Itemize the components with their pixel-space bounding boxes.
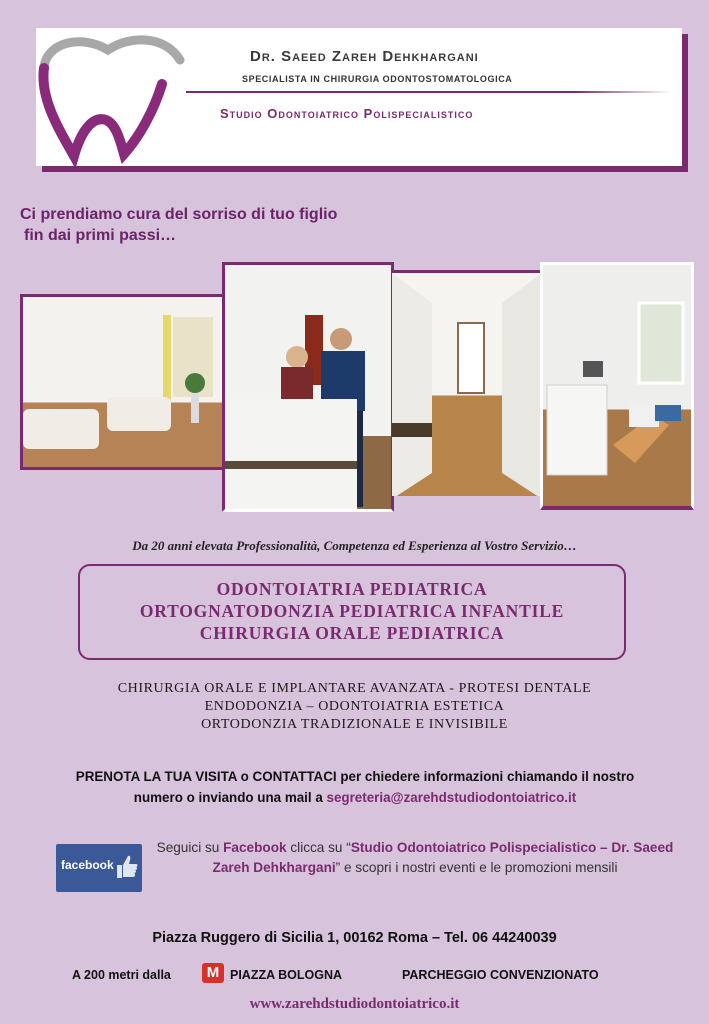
experience-subtitle: Da 20 anni elevata Professionalità, Competenza ed Esperienza al Vostro Servizio… [132,538,577,553]
pediatric-service-item: ORTOGNATODONZIA PEDIATRICA INFANTILE [139,601,565,621]
thumbs-up-icon [116,854,138,880]
tooth-logo-icon [36,28,186,166]
waiting-room-illustration [23,297,224,470]
other-services-list [0,680,709,734]
photo-dental-operatory [540,262,694,510]
service-item: ORTODONZIA TRADIZIONALE E INVISIBILE [201,717,508,732]
facebook-follow-text [150,838,680,878]
doctor-name: Dr. Saeed Zareh Dehkhargani [250,48,479,65]
booking-line-2-prefix: numero o inviando una mail a [133,790,327,805]
fb-text-5: ” e scopri i nostri eventi e le promozioni mensili [335,860,618,875]
booking-call-to-action [20,766,690,808]
service-item: ENDODONZIA – ODONTOIATRIA ESTETICA [204,699,505,714]
fb-text-1: Seguici su [156,840,224,855]
metro-info [72,962,672,986]
metro-prefix: A 200 metri dalla [72,968,171,982]
address-phone: Piazza Ruggero di Sicilia 1, 00162 Roma – Tel. 06 44240039 [152,930,557,946]
facebook-logo-text: facebook [61,858,114,872]
parking-info: PARCHEGGIO CONVENZIONATO [402,968,599,982]
header-banner [36,28,682,166]
pediatric-services-box [78,564,626,660]
booking-line-2 [20,787,690,808]
email-link[interactable]: segreteria@zarehdstudiodontoiatrico.it [326,790,577,805]
tagline-line-2: fin dai primi passi… [24,227,177,244]
service-item: CHIRURGIA ORALE E IMPLANTARE AVANZATA - PROTESI DENTALE [117,681,592,696]
dental-chair-illustration [543,265,694,510]
pediatric-service-item: ODONTOIATRIA PEDIATRICA [216,579,488,599]
photo-corridor [392,270,542,496]
photo-waiting-room [20,294,224,470]
facebook-link[interactable]: Facebook [223,840,287,855]
pediatric-service-item: CHIRURGIA ORALE PEDIATRICA [199,623,505,643]
metro-icon: M [202,963,224,983]
doctor-specialty: SPECIALISTA IN CHIRURGIA ODONTOSTOMATOLOGICA [242,74,513,84]
photo-reception [222,262,394,512]
facebook-logo[interactable] [56,844,142,892]
studio-name: Studio Odontoiatrico Polispecialistico [220,106,474,121]
metro-station: PIAZZA BOLOGNA [230,968,343,982]
reception-illustration [225,265,394,512]
header-divider [186,91,672,93]
fb-text-3: clicca su “ [286,840,351,855]
tagline-line-1: Ci prendiamo cura del sorriso di tuo figlio [20,206,338,223]
tagline [20,204,440,246]
website-link[interactable]: www.zarehdstudiodontoiatrico.it [249,996,460,1012]
booking-line-1: PRENOTA LA TUA VISITA o CONTATTACI per chiedere informazioni chiamando il nostro [75,769,635,784]
corridor-illustration [392,273,542,496]
facebook-page-name[interactable]: Studio Odontoiatrico Polispecialistico – Dr. Saeed Zareh Dehkhargani [212,840,674,875]
